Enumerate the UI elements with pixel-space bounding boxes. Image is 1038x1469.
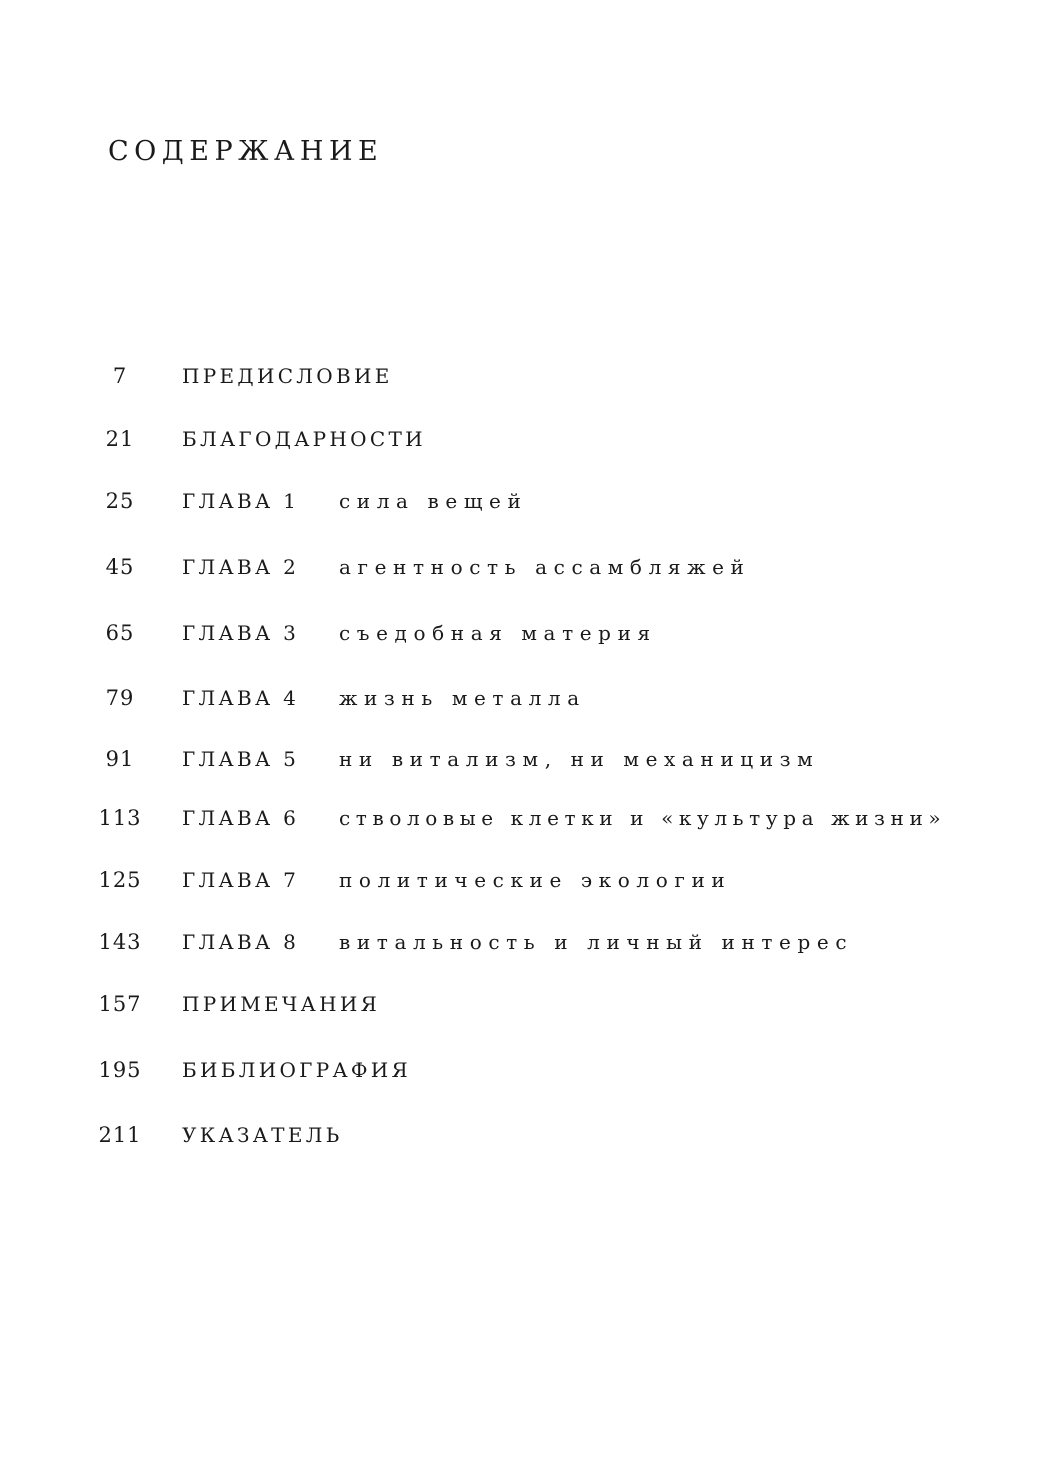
page-title: СОДЕРЖАНИЕ xyxy=(108,136,384,167)
toc-section-label: ГЛАВА 1 xyxy=(182,489,300,513)
toc-row[interactable] xyxy=(0,361,1038,391)
toc-row[interactable] xyxy=(0,744,1038,774)
toc-page-number: 21 xyxy=(105,427,135,451)
toc-section-label: ГЛАВА 6 xyxy=(182,806,300,830)
toc-page-number: 79 xyxy=(105,686,135,710)
toc-page-number: 65 xyxy=(105,621,135,645)
toc-section-label: БИБЛИОГРАФИЯ xyxy=(182,1058,412,1082)
toc-section-label: ГЛАВА 5 xyxy=(182,747,300,771)
toc-section-label: ГЛАВА 7 xyxy=(182,868,300,892)
toc-chapter-title: агентность ассамбляжей xyxy=(339,555,751,579)
toc-row[interactable] xyxy=(0,618,1038,648)
toc-row[interactable] xyxy=(0,927,1038,957)
toc-row[interactable] xyxy=(0,424,1038,454)
toc-page-number: 25 xyxy=(105,489,135,513)
toc-section-label: ГЛАВА 4 xyxy=(182,686,300,710)
toc-row[interactable] xyxy=(0,989,1038,1019)
toc-chapter-title: ни витализм, ни механицизм xyxy=(339,747,820,771)
toc-row[interactable] xyxy=(0,683,1038,713)
toc-page-number: 125 xyxy=(98,868,142,892)
toc-row[interactable] xyxy=(0,1055,1038,1085)
toc-section-label: ПРИМЕЧАНИЯ xyxy=(182,992,381,1016)
toc-section-label: ПРЕДИСЛОВИЕ xyxy=(182,364,393,388)
toc-row[interactable] xyxy=(0,552,1038,582)
toc-section-label: ГЛАВА 3 xyxy=(182,621,300,645)
toc-section-label: ГЛАВА 8 xyxy=(182,930,300,954)
toc-chapter-title: политические экологии xyxy=(339,868,732,892)
toc-page-number: 7 xyxy=(112,364,128,388)
toc-page-number: 195 xyxy=(98,1058,142,1082)
toc-section-label: УКАЗАТЕЛЬ xyxy=(182,1123,343,1147)
toc-page-number: 211 xyxy=(98,1123,142,1147)
toc-row[interactable] xyxy=(0,1120,1038,1150)
toc-page-number: 157 xyxy=(98,992,142,1016)
toc-page-number: 143 xyxy=(98,930,142,954)
toc-chapter-title: жизнь металла xyxy=(339,686,586,710)
toc-section-label: ГЛАВА 2 xyxy=(182,555,300,579)
toc-chapter-title: съедобная материя xyxy=(339,621,657,645)
toc-page-number: 91 xyxy=(105,747,135,771)
toc-row[interactable] xyxy=(0,486,1038,516)
toc-section-label: БЛАГОДАРНОСТИ xyxy=(182,427,426,451)
toc-chapter-title: сила вещей xyxy=(339,489,528,513)
toc-row[interactable] xyxy=(0,803,1038,833)
toc-page-number: 45 xyxy=(105,555,135,579)
toc-row[interactable] xyxy=(0,865,1038,895)
toc-chapter-title: витальность и личный интерес xyxy=(339,930,854,954)
toc-page-number: 113 xyxy=(98,806,142,830)
toc-chapter-title: стволовые клетки и «культура жизни» xyxy=(339,806,947,830)
